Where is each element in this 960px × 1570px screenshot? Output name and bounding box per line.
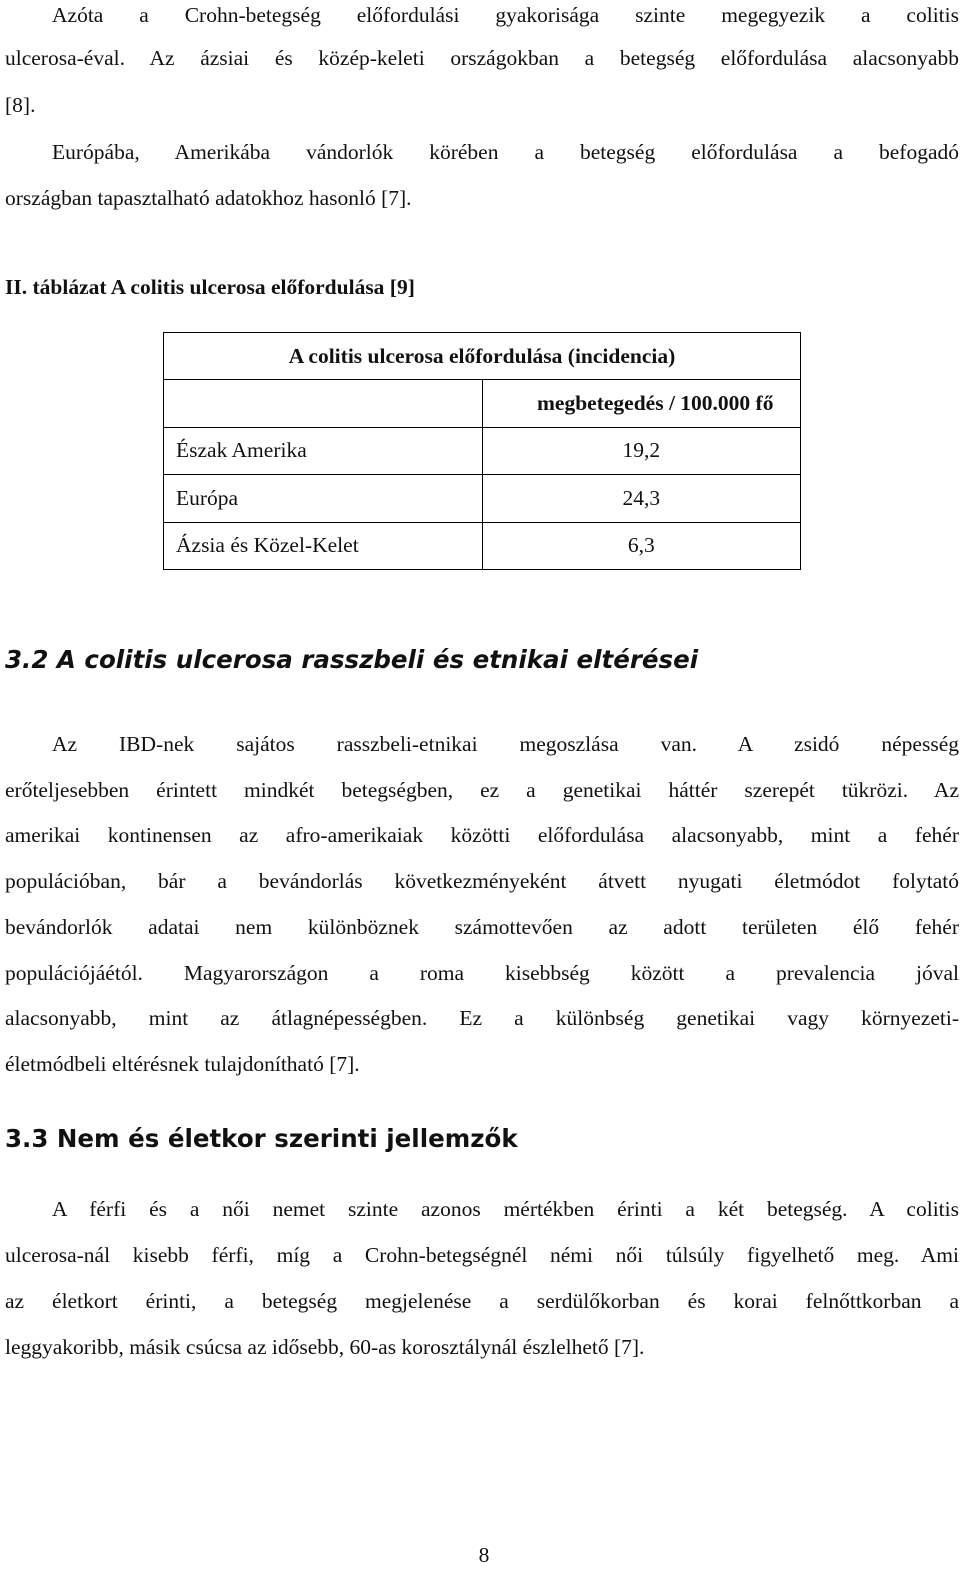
section-3-3-line-1: A férfi és a női nemet szinte azonos mértékben érinti a két betegség. A colitis (52, 1197, 959, 1221)
intro-line-2: ulcerosa-éval. Az ázsiai és közép-keleti országokban a betegség előfordulása alacsonyabb (5, 46, 959, 70)
value-cell: 24,3 (482, 475, 801, 522)
intro-line-1: Azóta a Crohn-betegség előfordulási gyakorisága szinte megegyezik a colitis (52, 3, 959, 27)
section-3-2-line-7: alacsonyabb, mint az átlagnépességben. Ez a különbség genetikai vagy környezeti- (5, 1006, 959, 1030)
section-3-2-heading: 3.2 A colitis ulcerosa rasszbeli és etnikai eltérései (5, 645, 699, 674)
table-unit-blank-cell (164, 380, 483, 427)
region-cell: Észak Amerika (164, 427, 483, 474)
table-row (164, 427, 801, 474)
table-unit-row (164, 380, 801, 427)
section-3-3-line-4: leggyakoribb, másik csúcsa az idősebb, 60-as korosztálynál észlelhető [7]. (5, 1335, 645, 1359)
section-3-2-line-6: populációjáétól. Magyarországon a roma kisebbség között a prevalencia jóval (5, 961, 959, 985)
section-3-2-line-8: életmódbeli eltérésnek tulajdonítható [7]. (5, 1052, 360, 1076)
table-row (164, 522, 801, 569)
section-3-2-line-4: populációban, bár a bevándorlás következményeként átvett nyugati életmódot folytató (5, 869, 959, 893)
table-caption: II. táblázat A colitis ulcerosa előfordulása [9] (5, 275, 415, 299)
value-cell: 6,3 (482, 522, 801, 569)
table-unit: megbetegedés / 100.000 fő (482, 380, 801, 427)
section-3-3-heading: 3.3 Nem és életkor szerinti jellemzők (5, 1124, 518, 1153)
intro-line-3: [8]. (5, 93, 36, 117)
value-cell: 19,2 (482, 427, 801, 474)
table-header-row (164, 333, 801, 380)
incidence-table (163, 332, 801, 570)
section-3-2-line-5: bevándorlók adatai nem különböznek számottevően az adott területen élő fehér (5, 915, 959, 939)
region-cell: Ázsia és Közel-Kelet (164, 522, 483, 569)
intro-line-5: országban tapasztalható adatokhoz hasonló [7]. (5, 186, 412, 210)
intro-line-4: Európába, Amerikába vándorlók körében a betegség előfordulása a befogadó (52, 140, 959, 164)
section-3-2-line-3: amerikai kontinensen az afro-amerikaiak közötti előfordulása alacsonyabb, mint a fehér (5, 823, 959, 847)
region-cell: Európa (164, 475, 483, 522)
table-header: A colitis ulcerosa előfordulása (incidencia) (164, 333, 801, 380)
section-3-2-line-1: Az IBD-nek sajátos rasszbeli-etnikai megoszlása van. A zsidó népesség (52, 732, 959, 756)
section-3-3-line-2: ulcerosa-nál kisebb férfi, míg a Crohn-betegségnél némi női túlsúly figyelhető meg. Ami (5, 1243, 959, 1267)
page-number: 8 (478, 1543, 490, 1567)
section-3-3-line-3: az életkort érinti, a betegség megjelenése a serdülőkorban és korai felnőttkorban a (5, 1289, 959, 1313)
table-row (164, 475, 801, 522)
section-3-2-line-2: erőteljesebben érintett mindkét betegségben, ez a genetikai háttér szerepét tükrözi. Az (5, 778, 959, 802)
